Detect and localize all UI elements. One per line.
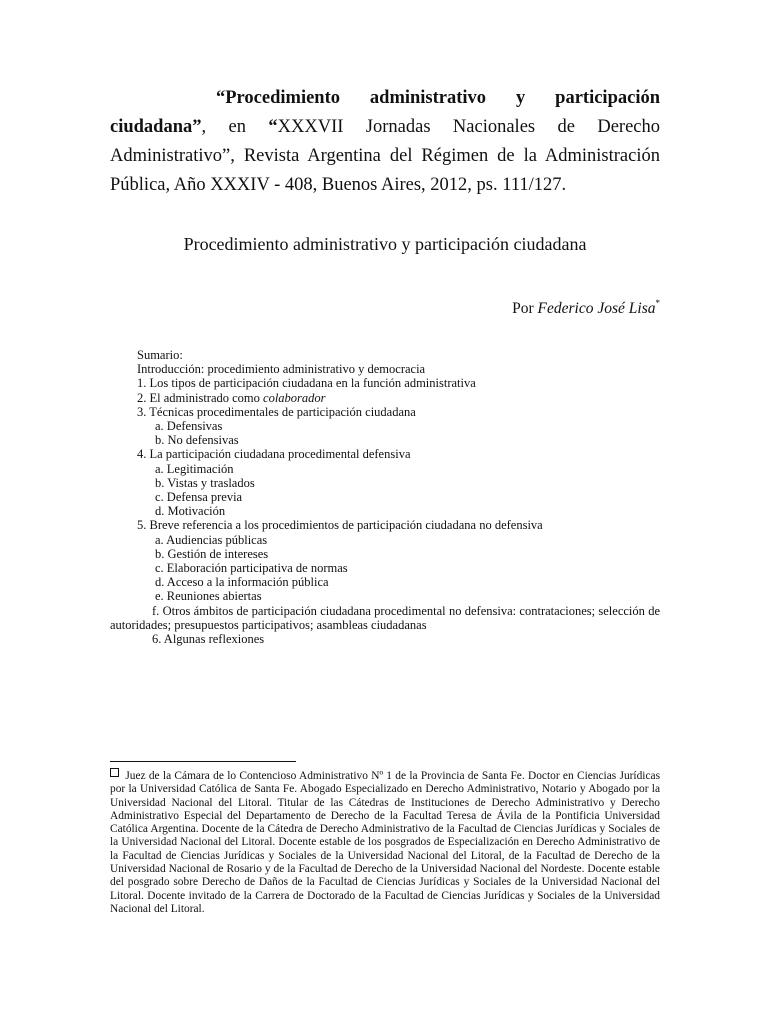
summary-item: 5. Breve referencia a los procedimientos de participación ciudadana no defensiva: [137, 518, 543, 533]
summary-subitem: a. Audiencias públicas: [155, 532, 268, 547]
summary-item: Introducción: procedimiento administrativo y democracia: [137, 362, 426, 377]
summary-item: 1. Los tipos de participación ciudadana en la función administrativa: [137, 376, 476, 391]
author-footnote-mark: *: [655, 298, 660, 308]
summary-item: 4. La participación ciudadana procedimental defensiva: [137, 447, 411, 462]
summary-subitem: a. Legitimación: [155, 461, 234, 476]
citation-paragraph: [110, 84, 660, 200]
document-title: Procedimiento administrativo y participación ciudadana: [183, 234, 587, 254]
summary-item-emphasis: colaborador: [263, 390, 326, 405]
summary-subitem: d. Motivación: [155, 504, 226, 519]
summary-subitem: d. Acceso a la información pública: [155, 575, 329, 590]
citation-source: XXXVII Jornadas Nacionales de Derecho Administrativo”, Revista Argentina del Régimen de la Administración Pública, Año XXXIV - 408, Buenos Aires, 2012, ps. 111/127.: [110, 117, 660, 195]
summary-subitem: a. Defensivas: [155, 419, 223, 434]
summary-item: 3. Técnicas procedimentales de participación ciudadana: [137, 404, 416, 419]
summary-item: [110, 391, 660, 405]
summary-subitem: c. Elaboración participativa de normas: [155, 561, 348, 576]
summary-item-text: 2. El administrado como: [137, 390, 264, 405]
author-prefix: Por: [512, 300, 538, 317]
summary-item: 6. Algunas reflexiones: [152, 632, 265, 647]
footnote-marker-icon: [110, 768, 119, 777]
summary-subitem: e. Reuniones abiertas: [155, 589, 262, 604]
footnote-text: Juez de la Cámara de lo Contencioso Administrativo Nº 1 de la Provincia de Santa Fe. Doctor en Ciencias Jurídicas por la Universidad Católica de Santa Fe. Abogado Especializado en Derecho Administrativo, Notario y Abogado por la Universidad Nacional del Litoral. Titular de las Cátedras de Instituciones de Derecho Administrativo y Derecho Administrativo Especial del Departamento de Derecho de la Facultad Teresa de Ávila de la Pontificia Universidad Católica Argentina. Docente de la Cátedra de Derecho Administrativo de la Facultad de Ciencias Jurídicas y Sociales de la Universidad Nacional del Litoral. Docente estable de los posgrados de Especialización en Derecho Administrativo de la Facultad de Ciencias Jurídicas y Sociales de la Universidad Nacional del Litoral, de la Facultad de Derecho de la Universidad Nacional de Rosario y de la Facultad de Derecho de la Universidad Nacional del Nordeste. Docente estable del posgrado sobre Derecho de Daños de la Facultad de Ciencias Jurídicas y Sociales de la Universidad Nacional del Litoral. Docente invitado de la Carrera de Doctorado de la Facultad de Ciencias Jurídicas y Sociales de la Universidad Nacional del Litoral.: [110, 770, 660, 915]
summary-subitem: b. Vistas y traslados: [155, 475, 255, 490]
citation-quote-mark: “: [268, 117, 278, 137]
summary-subitem: c. Defensa previa: [155, 490, 243, 505]
author-line: [512, 293, 660, 319]
summary-subitem: b. No defensivas: [155, 433, 239, 448]
footnote: [110, 768, 660, 916]
footnote-separator: [110, 761, 296, 762]
author-name: Federico José Lisa: [537, 300, 656, 317]
citation-article-title: “Procedimiento administrativo y participación ciudadana”: [110, 88, 660, 137]
summary-subitem: b. Gestión de intereses: [155, 546, 269, 561]
citation-connector: , en: [201, 117, 269, 137]
summary-section: [110, 348, 660, 646]
summary-heading: Sumario:: [137, 348, 183, 362]
summary-subitem: f. Otros ámbitos de participación ciudadana procedimental no defensiva: contrataciones; selección de autoridades; presupuestos participativos; asambleas ciudadanas: [110, 603, 660, 632]
